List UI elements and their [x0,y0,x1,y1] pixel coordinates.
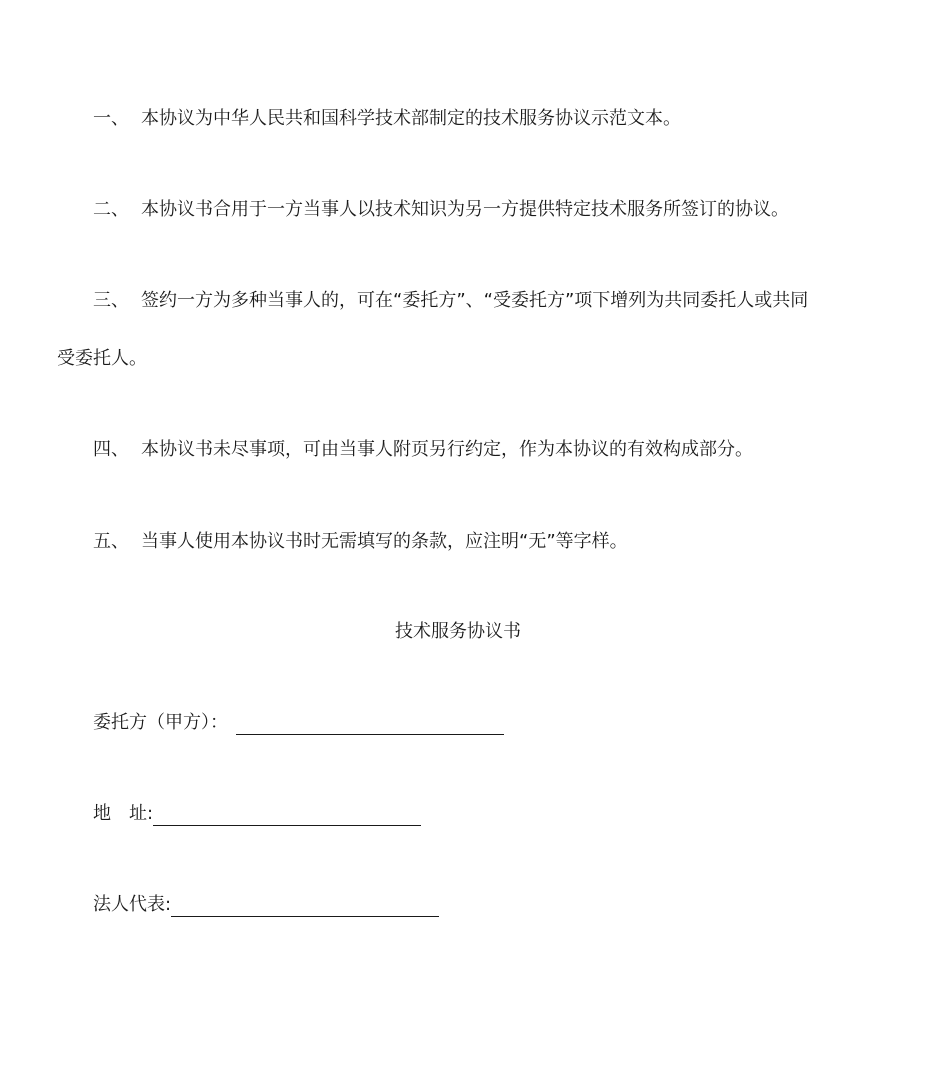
note-number: 五、 [93,531,129,552]
legal-rep-blank-line[interactable] [171,896,439,917]
client-label: 委托方（甲方）： [93,712,228,733]
address-blank-line[interactable] [153,805,421,826]
legal-rep-label: 法人代表: [93,894,172,915]
client-blank-line[interactable] [236,714,504,735]
address-field [93,802,421,826]
note-number: 四、 [93,439,129,460]
address-label: 地 址: [93,803,154,824]
note-1 [93,107,681,131]
note-2 [93,198,789,222]
note-text: 签约一方为多种当事人的，可在“委托方”、“受委托方”项下增列为共同委托人或共同 [141,290,809,311]
client-field [93,711,504,735]
legal-rep-field [93,893,439,917]
note-3-continuation [57,347,147,371]
note-4 [93,438,753,462]
note-text: 当事人使用本协议书时无需填写的条款，应注明“无”等字样。 [141,531,628,552]
note-number: 一、 [93,108,129,129]
note-number: 二、 [93,199,129,220]
document-title: 技术服务协议书 [395,621,521,642]
note-text: 本协议书合用于一方当事人以技术知识为另一方提供特定技术服务所签订的协议。 [141,199,789,220]
note-text-continuation: 受委托人。 [57,348,147,369]
note-5 [93,530,628,554]
note-number: 三、 [93,290,129,311]
note-text: 本协议书未尽事项，可由当事人附页另行约定，作为本协议的有效构成部分。 [141,439,753,460]
note-text: 本协议为中华人民共和国科学技术部制定的技术服务协议示范文本。 [141,108,681,129]
note-3 [93,289,808,313]
